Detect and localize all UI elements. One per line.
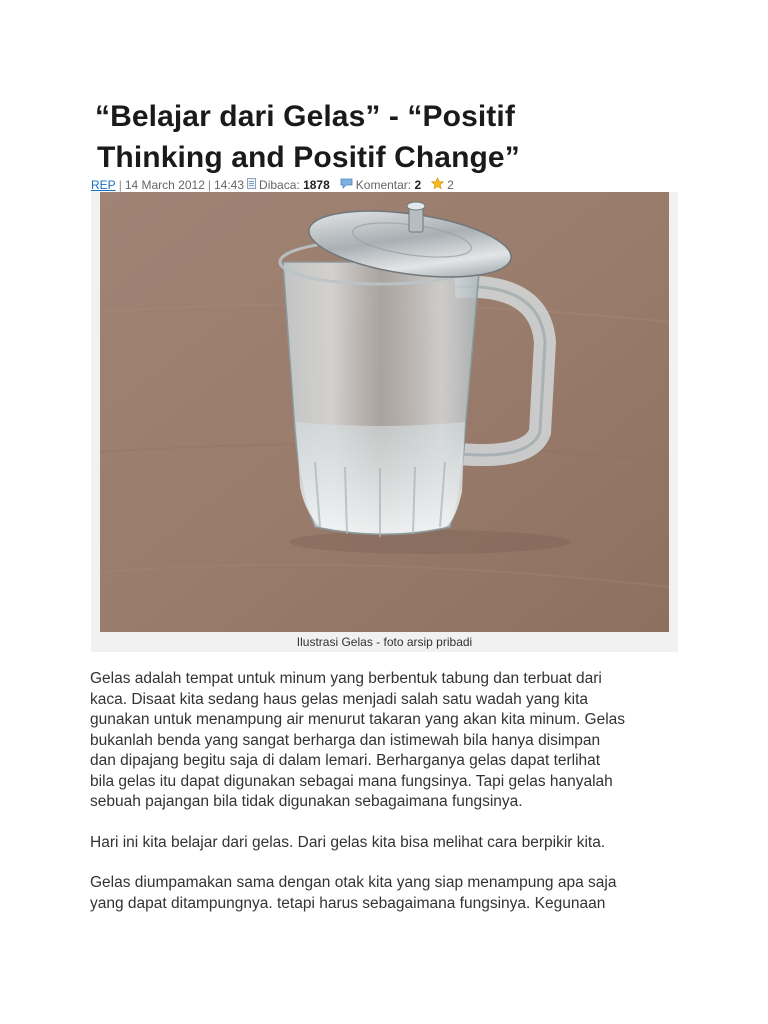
paragraph-line: kaca. Disaat kita sedang haus gelas menjadi salah satu wadah yang kita <box>90 690 589 708</box>
comment-icon[interactable] <box>340 178 353 192</box>
star-count: 2 <box>447 178 454 192</box>
read-count: 1878 <box>303 178 330 192</box>
paragraph-line: yang dapat ditampungnya. tetapi harus sebagaimana fungsinya. Kegunaan <box>90 894 606 912</box>
read-label: Dibaca: <box>259 178 300 192</box>
body-paragraph <box>90 669 680 813</box>
author-link[interactable]: REP <box>91 178 116 192</box>
comment-count: 2 <box>414 178 422 192</box>
body-paragraph <box>90 833 680 854</box>
paragraph-line: gunakan untuk menampung air menurut takaran yang akan kita minum. Gelas <box>90 711 626 728</box>
meta-separator: | <box>207 178 211 192</box>
article-title-line-1: “Belajar dari Gelas” - “Positif <box>95 100 515 133</box>
paragraph-line: sebuah pajangan bila tidak digunakan sebagaimana fungsinya. <box>90 793 523 810</box>
paragraph-line: bila gelas itu dapat digunakan sebagai mana fungsinya. Tapi gelas hanyalah <box>90 772 613 790</box>
paragraph-line: Gelas diumpamakan sama dengan otak kita yang siap menampung apa saja <box>90 874 617 891</box>
paragraph-line: Hari ini kita belajar dari gelas. Dari gelas kita bisa melihat cara berpikir kita. <box>90 833 606 851</box>
article-body <box>90 669 680 934</box>
paragraph-line: Gelas adalah tempat untuk minum yang berbentuk tabung dan terbuat dari <box>90 670 602 687</box>
post-time: 14:43 <box>214 178 245 192</box>
comment-label[interactable]: Komentar: <box>355 178 412 192</box>
paragraph-line: bukanlah benda yang sangat berharga dan istimewah bila hanya disimpan <box>90 731 601 749</box>
figure-caption: Ilustrasi Gelas - foto arsip pribadi <box>296 635 473 649</box>
article-meta <box>91 177 454 193</box>
meta-separator: | <box>118 178 122 192</box>
paragraph-line: dan dipajang begitu saja di dalam lemari. Berharganya gelas dapat terlihat <box>90 752 601 769</box>
glass-pitcher-photo <box>100 192 669 632</box>
article-figure <box>91 192 678 652</box>
article-title <box>95 96 715 178</box>
star-icon[interactable] <box>431 177 444 193</box>
post-date: 14 March 2012 <box>124 178 205 192</box>
body-paragraph <box>90 873 680 914</box>
document-icon <box>247 178 256 192</box>
article-title-line-2: Thinking and Positif Change” <box>97 141 520 174</box>
